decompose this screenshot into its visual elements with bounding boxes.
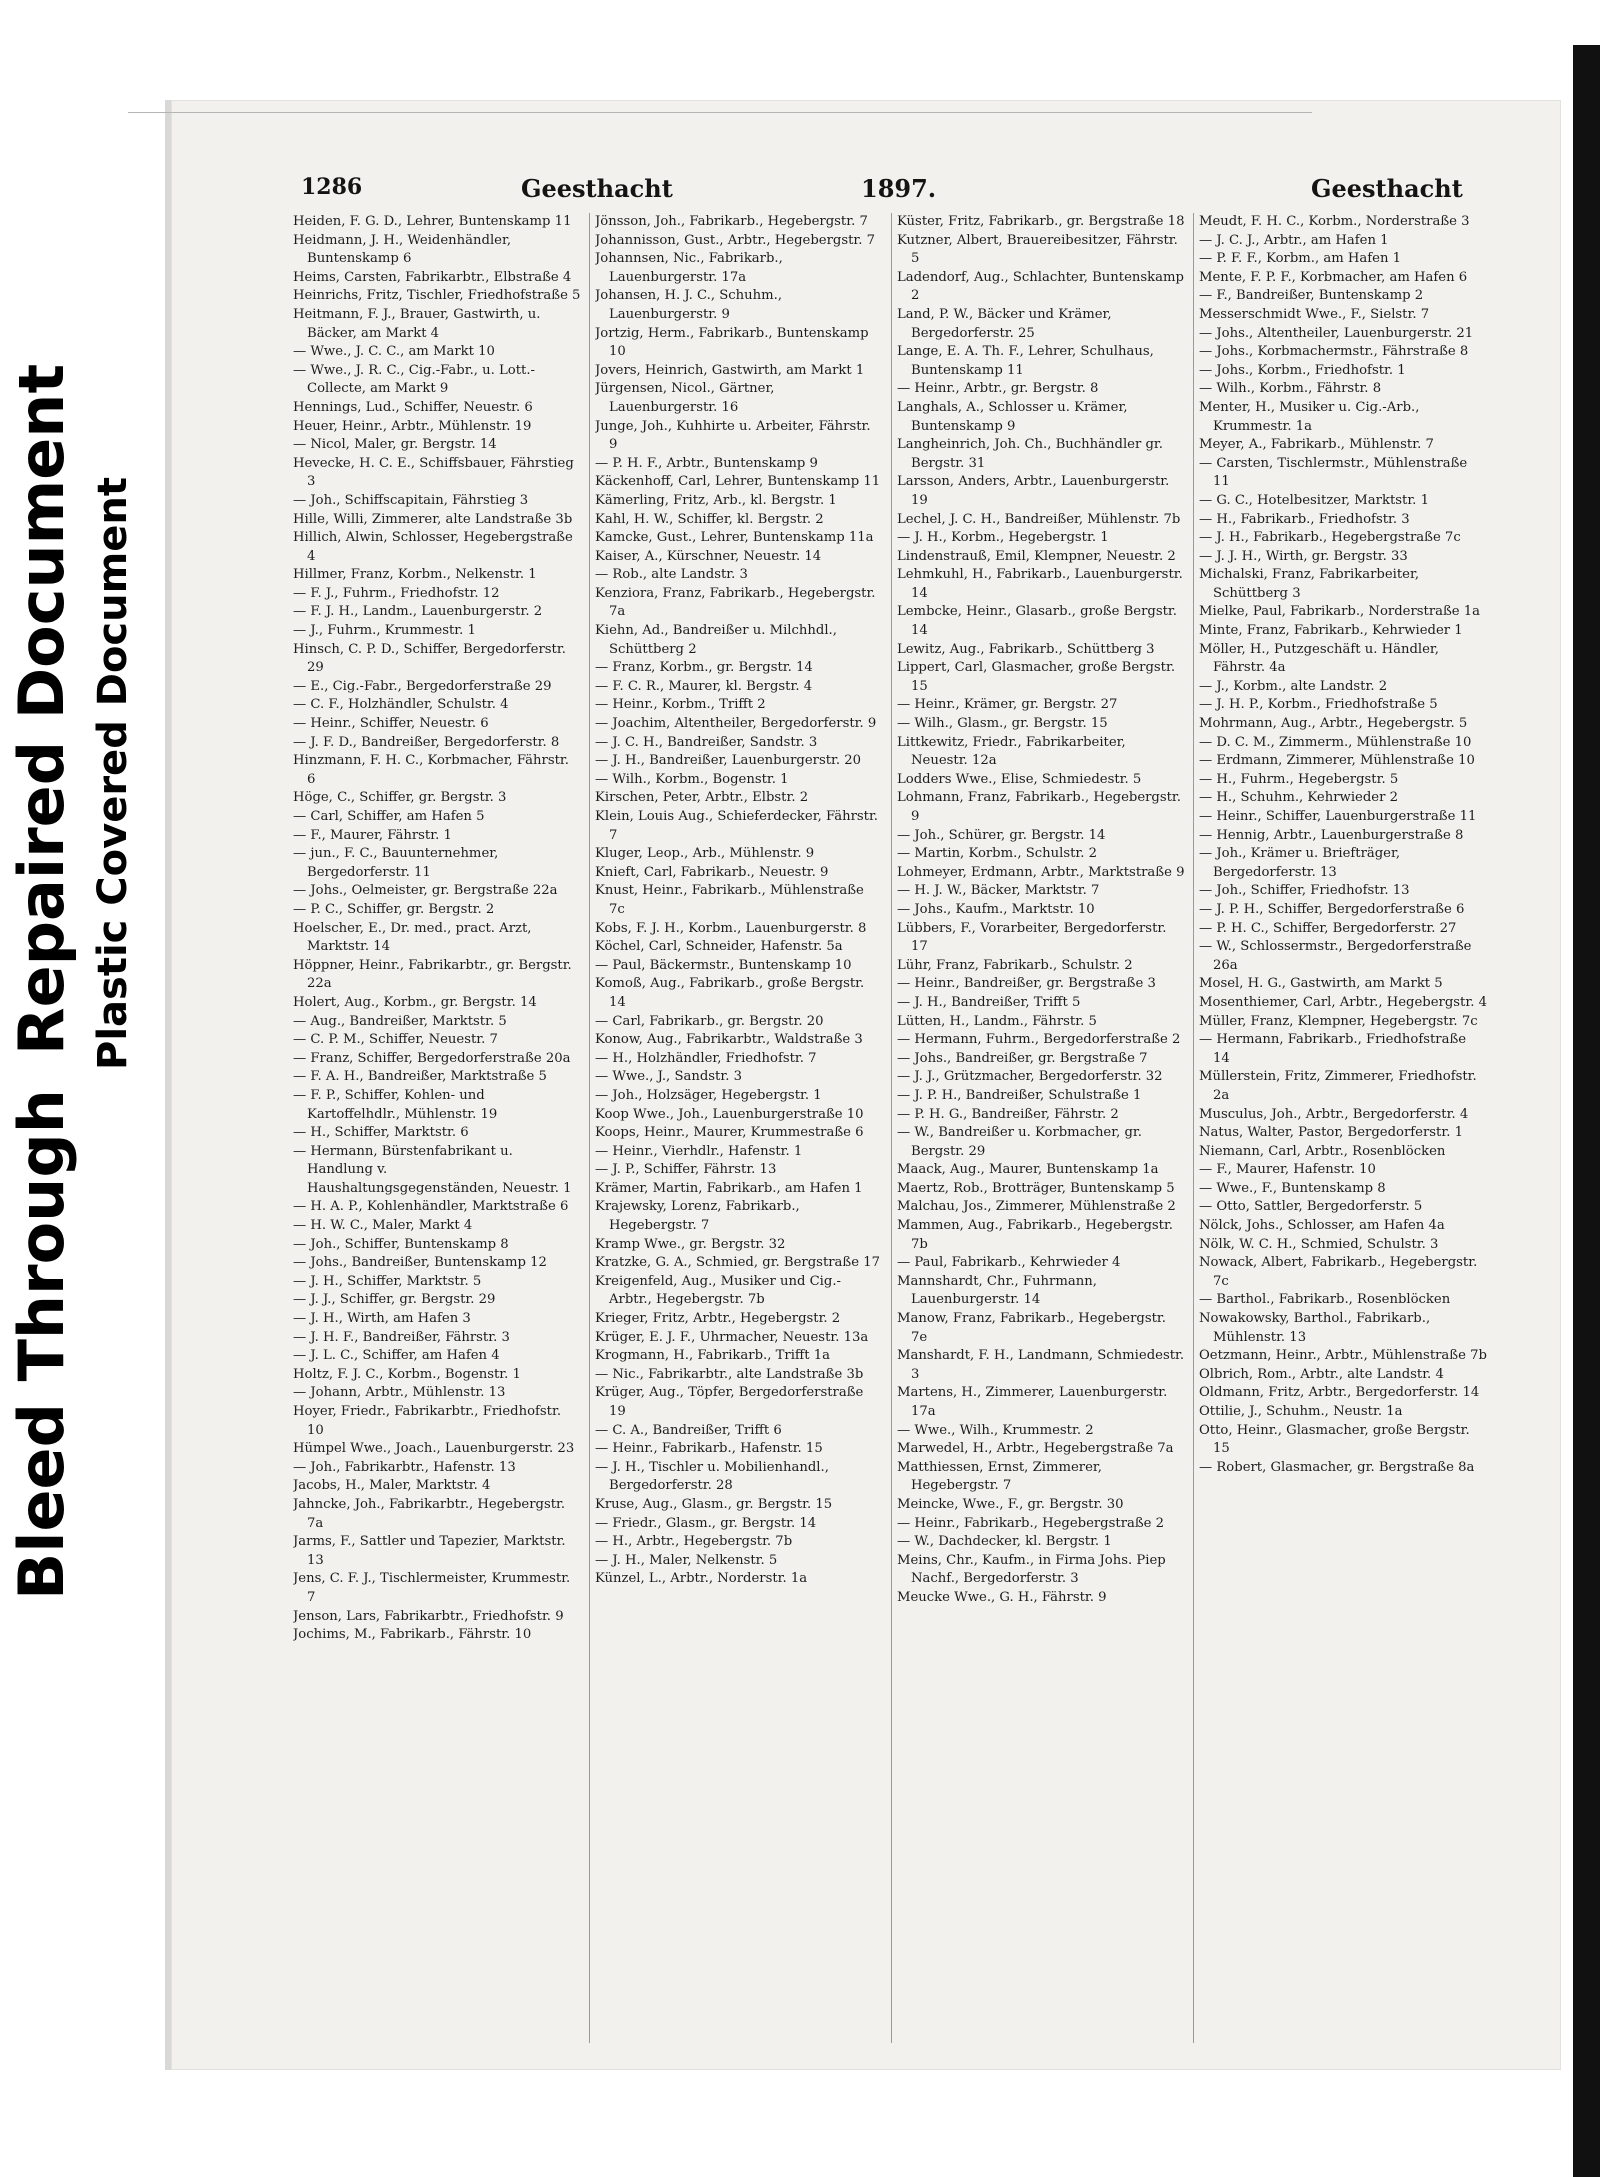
directory-entry: Junge, Joh., Kuhhirte u. Arbeiter, Fährstr. 9	[595, 418, 871, 453]
directory-entry: — Erdmann, Zimmerer, Mühlenstraße 10	[1199, 753, 1475, 769]
directory-entry: Larsson, Anders, Arbtr., Lauenburgerstr. 19	[897, 474, 1170, 508]
directory-entry: — J., Korbm., alte Landstr. 2	[1199, 678, 1388, 694]
directory-entry: — Aug., Bandreißer, Marktstr. 5	[293, 1013, 507, 1029]
directory-entry: — P. C., Schiffer, gr. Bergstr. 2	[293, 901, 495, 917]
directory-entry: Künzel, L., Arbtr., Norderstr. 1a	[595, 1571, 808, 1587]
directory-entry: Jacobs, H., Maler, Marktstr. 4	[293, 1478, 491, 1494]
directory-entry: — J. P. H., Bandreißer, Schulstraße 1	[897, 1087, 1142, 1103]
directory-entry: Holtz, F. J. C., Korbm., Bogenstr. 1	[293, 1366, 521, 1382]
directory-entry: Ottilie, J., Schuhm., Neustr. 1a	[1199, 1404, 1403, 1419]
directory-entry: Kamcke, Gust., Lehrer, Buntenskamp 11a	[595, 530, 874, 546]
directory-entry: Kobs, F. J. H., Korbm., Lauenburgerstr. 8	[595, 920, 867, 936]
directory-entry: Kirschen, Peter, Arbtr., Elbstr. 2	[595, 790, 809, 806]
directory-entry: Käckenhoff, Carl, Lehrer, Buntenskamp 11	[595, 474, 881, 490]
repaired-document-label: Repaired Document	[5, 363, 78, 1056]
directory-entry: Heinrichs, Fritz, Tischler, Friedhofstraße 5	[293, 288, 581, 304]
directory-entry: Krajewsky, Lorenz, Fabrikarb., Hegebergstr. 7	[595, 1199, 800, 1234]
directory-entry: Niemann, Carl, Arbtr., Rosenblöcken	[1199, 1143, 1446, 1159]
directory-entry: — Johs., Altentheiler, Lauenburgerstr. 21	[1199, 325, 1474, 341]
directory-entry: Jarms, F., Sattler und Tapezier, Marktstr. 13	[293, 1534, 566, 1568]
directory-entry: Höge, C., Schiffer, gr. Bergstr. 3	[293, 790, 507, 806]
directory-entry: Kreigenfeld, Aug., Musiker und Cig.-Arbtr., Hegebergstr. 7b	[595, 1273, 841, 1308]
directory-entry: — H., Arbtr., Hegebergstr. 7b	[595, 1534, 793, 1550]
scanner-edge-strip	[1573, 45, 1600, 2177]
directory-entry: — Joh., Schiffer, Buntenskamp 8	[293, 1236, 509, 1252]
directory-entry: — F. A. H., Bandreißer, Marktstraße 5	[293, 1069, 547, 1085]
directory-entry: — F. P., Schiffer, Kohlen- und Kartoffelhdlr., Mühlenstr. 19	[293, 1087, 498, 1122]
directory-entry: Nowakowsky, Barthol., Fabrikarb., Mühlenstr. 13	[1199, 1311, 1431, 1345]
directory-entry: Lodders Wwe., Elise, Schmiedestr. 5	[897, 771, 1142, 787]
directory-entry: Krieger, Fritz, Arbtr., Hegebergstr. 2	[595, 1311, 841, 1327]
directory-column-3	[897, 213, 1185, 2043]
directory-entry: Mannshardt, Chr., Fuhrmann, Lauenburgerstr. 14	[897, 1273, 1097, 1308]
directory-entry: — H., Fabrikarb., Friedhofstr. 3	[1199, 511, 1410, 527]
directory-entry: Krüger, Aug., Töpfer, Bergedorferstraße 19	[595, 1385, 864, 1419]
directory-entry: — C. P. M., Schiffer, Neuestr. 7	[293, 1032, 498, 1048]
directory-entry: Hille, Willi, Zimmerer, alte Landstraße 3b	[293, 511, 573, 527]
directory-entry: Hümpel Wwe., Joach., Lauenburgerstr. 23	[293, 1441, 575, 1457]
directory-entry: — P. H. F., Arbtr., Buntenskamp 9	[595, 455, 818, 471]
directory-entry: — J. H., Bandreißer, Trifft 5	[897, 994, 1081, 1010]
directory-entry: Jochims, M., Fabrikarb., Fährstr. 10	[293, 1627, 532, 1643]
directory-entry: — Franz, Korbm., gr. Bergstr. 14	[595, 660, 813, 676]
directory-entry: Johannisson, Gust., Arbtr., Hegebergstr. 7	[595, 232, 876, 248]
directory-entry: Hoelscher, E., Dr. med., pract. Arzt, Marktstr. 14	[293, 920, 532, 955]
directory-entry: Manow, Franz, Fabrikarb., Hegebergstr. 7e	[897, 1311, 1166, 1345]
directory-entry: Heidmann, J. H., Weidenhändler, Buntenskamp 6	[293, 232, 512, 267]
directory-entry: — Robert, Glasmacher, gr. Bergstraße 8a	[1199, 1459, 1475, 1475]
directory-entry: — H. A. P., Kohlenhändler, Marktstraße 6	[293, 1199, 569, 1215]
directory-entry: Maertz, Rob., Brotträger, Buntenskamp 5	[897, 1180, 1175, 1196]
directory-entry: — P. H. C., Schiffer, Bergedorferstr. 27	[1199, 920, 1457, 936]
directory-entry: Minte, Franz, Fabrikarb., Kehrwieder 1	[1199, 623, 1463, 639]
directory-entry: Olbrich, Rom., Arbtr., alte Landstr. 4	[1199, 1366, 1444, 1382]
header-year: 1897.	[861, 174, 937, 203]
directory-entry: — J. J., Schiffer, gr. Bergstr. 29	[293, 1292, 496, 1308]
directory-entry: Hinsch, C. P. D., Schiffer, Bergedorferstr. 29	[293, 641, 566, 676]
directory-entry: Ladendorf, Aug., Schlachter, Buntenskamp 2	[897, 269, 1184, 304]
directory-entry: — Heinr., Krämer, gr. Bergstr. 27	[897, 697, 1118, 713]
directory-entry: — Wilh., Korbm., Fährstr. 8	[1199, 381, 1382, 397]
directory-entry: — Friedr., Glasm., gr. Bergstr. 14	[595, 1515, 817, 1531]
directory-entry: Mosenthiemer, Carl, Arbtr., Hegebergstr. 4	[1199, 994, 1487, 1010]
directory-entry: — Paul, Bäckermstr., Buntenskamp 10	[595, 957, 852, 973]
directory-entry: — E., Cig.-Fabr., Bergedorferstraße 29	[293, 678, 552, 694]
directory-entry: Littkewitz, Friedr., Fabrikarbeiter, Neuestr. 12a	[897, 734, 1126, 769]
directory-entry: Heuer, Heinr., Arbtr., Mühlenstr. 19	[293, 418, 532, 434]
header-left-title: Geesthacht	[521, 174, 673, 203]
directory-entry: Krogmann, H., Fabrikarb., Trifft 1a	[595, 1348, 831, 1364]
directory-entry: Koop Wwe., Joh., Lauenburgerstraße 10	[595, 1106, 864, 1122]
column-divider	[589, 213, 590, 2043]
directory-entry: — J. P., Schiffer, Fährstr. 13	[595, 1162, 777, 1178]
directory-entry: Krüger, E. J. F., Uhrmacher, Neuestr. 13a	[595, 1329, 869, 1345]
directory-entry: Marwedel, H., Arbtr., Hegebergstraße 7a	[897, 1441, 1174, 1457]
directory-entry: Meudt, F. H. C., Korbm., Norderstraße 3	[1199, 214, 1470, 229]
column-divider	[1193, 213, 1194, 2043]
page-number: 1286	[301, 174, 363, 200]
directory-entry: Heims, Carsten, Fabrikarbtr., Elbstraße 4	[293, 269, 572, 285]
directory-entry: — H. W. C., Maler, Markt 4	[293, 1218, 473, 1234]
directory-entry: — J. L. C., Schiffer, am Hafen 4	[293, 1348, 500, 1364]
directory-entry: — F. J., Fuhrm., Friedhofstr. 12	[293, 585, 500, 601]
directory-entry: Müllerstein, Fritz, Zimmerer, Friedhofstr. 2a	[1199, 1069, 1477, 1103]
directory-entry: — J. H. P., Korbm., Friedhofstraße 5	[1199, 697, 1438, 713]
directory-entry: — J. H., Bandreißer, Lauenburgerstr. 20	[595, 753, 862, 769]
directory-entry: Lindenstrauß, Emil, Klempner, Neuestr. 2	[897, 548, 1176, 564]
directory-entry: — H., Fuhrm., Hegebergstr. 5	[1199, 771, 1399, 787]
directory-entry: Heiden, F. G. D., Lehrer, Buntenskamp 11	[293, 214, 572, 229]
directory-entry: Kämerling, Fritz, Arb., kl. Bergstr. 1	[595, 492, 837, 508]
directory-entry: — Carl, Schiffer, am Hafen 5	[293, 809, 485, 824]
directory-entry: — J. J., Grützmacher, Bergedorferstr. 32	[897, 1069, 1163, 1085]
directory-entry: Malchau, Jos., Zimmerer, Mühlenstraße 2	[897, 1199, 1176, 1215]
directory-entry: — Joachim, Altentheiler, Bergedorferstr. 9	[595, 716, 877, 732]
directory-entry: Hillmer, Franz, Korbm., Nelkenstr. 1	[293, 567, 537, 583]
directory-entry: Messerschmidt Wwe., F., Sielstr. 7	[1199, 306, 1430, 322]
directory-entry: — G. C., Hotelbesitzer, Marktstr. 1	[1199, 492, 1429, 508]
directory-entry: Lechel, J. C. H., Bandreißer, Mühlenstr. 7b	[897, 511, 1181, 527]
directory-entry: Natus, Walter, Pastor, Bergedorferstr. 1	[1199, 1125, 1463, 1141]
directory-entry: Lippert, Carl, Glasmacher, große Bergstr. 15	[897, 660, 1176, 694]
directory-entry: — Barthol., Fabrikarb., Rosenblöcken	[1199, 1292, 1451, 1308]
directory-entry: Nowack, Albert, Fabrikarb., Hegebergstr. 7c	[1199, 1255, 1478, 1289]
directory-entry: — H., Holzhändler, Friedhofstr. 7	[595, 1050, 817, 1066]
directory-entry: Oetzmann, Heinr., Arbtr., Mühlenstraße 7b	[1199, 1348, 1487, 1364]
directory-entry: — Hennig, Arbtr., Lauenburgerstraße 8	[1199, 827, 1464, 843]
directory-entry: Jönsson, Joh., Fabrikarb., Hegebergstr. 7	[595, 214, 868, 229]
directory-entry: — Nic., Fabrikarbtr., alte Landstraße 3b	[595, 1366, 864, 1382]
directory-entry: Höppner, Heinr., Fabrikarbtr., gr. Bergstr. 22a	[293, 957, 572, 992]
directory-entry: Kutzner, Albert, Brauereibesitzer, Fährstr. 5	[897, 232, 1178, 267]
directory-entry: Jovers, Heinrich, Gastwirth, am Markt 1	[595, 362, 865, 378]
directory-entry: — C. A., Bandreißer, Trifft 6	[595, 1422, 782, 1438]
directory-entry: — Wwe., J., Sandstr. 3	[595, 1069, 742, 1085]
directory-entry: — Carl, Fabrikarb., gr. Bergstr. 20	[595, 1013, 824, 1029]
directory-entry: — Wwe., Wilh., Krummestr. 2	[897, 1422, 1094, 1438]
directory-entry: Lange, E. A. Th. F., Lehrer, Schulhaus, Buntenskamp 11	[897, 344, 1154, 378]
directory-entry: — J. H., Maler, Nelkenstr. 5	[595, 1552, 778, 1568]
directory-entry: Meucke Wwe., G. H., Fährstr. 9	[897, 1589, 1107, 1605]
directory-entry: Lohmann, Franz, Fabrikarb., Hegebergstr. 9	[897, 790, 1181, 824]
directory-entry: Musculus, Joh., Arbtr., Bergedorferstr. 4	[1199, 1106, 1469, 1122]
directory-entry: Kiehn, Ad., Bandreißer u. Milchhdl., Schüttberg 2	[595, 623, 837, 657]
directory-entry: — W., Schlossermstr., Bergedorferstraße 26a	[1199, 939, 1472, 973]
directory-entry: — J. H., Fabrikarb., Hegebergstraße 7c	[1199, 530, 1461, 546]
directory-entry: — Heinr., Schiffer, Lauenburgerstraße 11	[1199, 809, 1477, 824]
directory-entry: — C. F., Holzhändler, Schulstr. 4	[293, 697, 509, 713]
directory-entry: Jortzig, Herm., Fabrikarb., Buntenskamp 10	[595, 325, 869, 360]
directory-entry: — P. H. G., Bandreißer, Fährstr. 2	[897, 1106, 1119, 1122]
directory-entry: Hennings, Lud., Schiffer, Neuestr. 6	[293, 399, 533, 415]
directory-entry: Kaiser, A., Kürschner, Neuestr. 14	[595, 548, 822, 564]
directory-entry: — F., Maurer, Hafenstr. 10	[1199, 1162, 1376, 1178]
directory-entry: — jun., F. C., Bauunternehmer, Bergedorferstr. 11	[293, 846, 499, 880]
directory-entry: — Joh., Krämer u. Briefträger, Bergedorferstr. 13	[1199, 846, 1401, 880]
directory-entry: Langhals, A., Schlosser u. Krämer, Buntenskamp 9	[897, 399, 1128, 434]
directory-entry: — Wilh., Glasm., gr. Bergstr. 15	[897, 716, 1108, 732]
directory-entry: Komoß, Aug., Fabrikarb., große Bergstr. 14	[595, 976, 865, 1010]
bleed-through-label: Bleed Through	[5, 1089, 78, 1600]
directory-entry: — Heinr., Korbm., Trifft 2	[595, 697, 766, 713]
directory-entry: — F. J. H., Landm., Lauenburgerstr. 2	[293, 604, 543, 620]
directory-entry: — Hermann, Fabrikarb., Friedhofstraße 14	[1199, 1032, 1467, 1066]
directory-entry: — J. H., Tischler u. Mobilienhandl., Bergedorferstr. 28	[595, 1459, 829, 1494]
directory-entry: — Joh., Schiffer, Friedhofstr. 13	[1199, 883, 1410, 899]
directory-entry: — F., Bandreißer, Buntenskamp 2	[1199, 288, 1424, 304]
directory-entry: Martens, H., Zimmerer, Lauenburgerstr. 17a	[897, 1385, 1168, 1419]
directory-entry: Otto, Heinr., Glasmacher, große Bergstr. 15	[1199, 1422, 1470, 1457]
directory-entry: Mosel, H. G., Gastwirth, am Markt 5	[1199, 976, 1443, 992]
directory-entry: Maack, Aug., Maurer, Buntenskamp 1a	[897, 1162, 1159, 1178]
directory-entry: — Johann, Arbtr., Mühlenstr. 13	[293, 1385, 506, 1401]
directory-entry: — J. J. H., Wirth, gr. Bergstr. 33	[1199, 548, 1408, 564]
directory-entry: Müller, Franz, Klempner, Hegebergstr. 7c	[1199, 1013, 1478, 1029]
directory-entry: — J. F. D., Bandreißer, Bergedorferstr. 8	[293, 734, 560, 750]
directory-entry: — Nicol, Maler, gr. Bergstr. 14	[293, 437, 497, 453]
directory-entry: Jens, C. F. J., Tischlermeister, Krummestr. 7	[293, 1571, 571, 1605]
directory-entry: — J. H. F., Bandreißer, Fährstr. 3	[293, 1329, 510, 1345]
directory-entry: — Johs., Oelmeister, gr. Bergstraße 22a	[293, 883, 558, 899]
header-right-title: Geesthacht	[1311, 174, 1463, 203]
directory-entry: — Heinr., Vierhdlr., Hafenstr. 1	[595, 1143, 803, 1159]
directory-column-4	[1199, 213, 1487, 2043]
condition-label-primary	[5, 364, 78, 1600]
directory-entry: Möller, H., Putzgeschäft u. Händler, Fährstr. 4a	[1199, 641, 1439, 676]
directory-entry: Mohrmann, Aug., Arbtr., Hegebergstr. 5	[1199, 716, 1468, 732]
directory-entry: — Heinr., Bandreißer, gr. Bergstraße 3	[897, 976, 1156, 992]
directory-columns	[293, 213, 1487, 2043]
directory-entry: — P. F. F., Korbm., am Hafen 1	[1199, 251, 1402, 267]
directory-entry: — Wwe., J. R. C., Cig.-Fabr., u. Lott.-Collecte, am Markt 9	[293, 362, 535, 397]
directory-entry: Koops, Heinr., Maurer, Krummestraße 6	[595, 1125, 864, 1141]
directory-entry: — Martin, Korbm., Schulstr. 2	[897, 846, 1098, 862]
directory-entry: — H., Schiffer, Marktstr. 6	[293, 1125, 469, 1141]
directory-column-2	[595, 213, 883, 2043]
directory-entry: — Rob., alte Landstr. 3	[595, 567, 748, 583]
directory-entry: Meins, Chr., Kaufm., in Firma Johs. Piep Nachf., Bergedorferstr. 3	[897, 1552, 1166, 1587]
directory-entry: — Joh., Holzsäger, Hegebergstr. 1	[595, 1087, 822, 1103]
directory-entry: Manshardt, F. H., Landmann, Schmiedestr. 3	[897, 1348, 1185, 1382]
directory-entry: — Johs., Korbm., Friedhofstr. 1	[1199, 362, 1406, 378]
directory-entry: Holert, Aug., Korbm., gr. Bergstr. 14	[293, 994, 537, 1010]
directory-entry: Lewitz, Aug., Fabrikarb., Schüttberg 3	[897, 641, 1155, 657]
directory-entry: — Hermann, Bürstenfabrikant u. Handlung v. Haushaltungsgegenständen, Neuestr. 1	[293, 1143, 572, 1196]
directory-entry: Nölck, Johs., Schlosser, am Hafen 4a	[1199, 1218, 1445, 1234]
directory-entry: Lembcke, Heinr., Glasarb., große Bergstr. 14	[897, 604, 1177, 639]
directory-entry: Mielke, Paul, Fabrikarb., Norderstraße 1a	[1199, 604, 1481, 620]
directory-entry: Klein, Louis Aug., Schieferdecker, Fährstr. 7	[595, 809, 878, 843]
directory-entry: Jenson, Lars, Fabrikarbtr., Friedhofstr. 9	[293, 1608, 564, 1624]
page-header	[291, 174, 1481, 210]
plastic-covered-label: Plastic Covered Document	[90, 476, 136, 1070]
directory-entry: — Otto, Sattler, Bergedorferstr. 5	[1199, 1199, 1423, 1215]
condition-labels	[0, 363, 170, 1620]
directory-entry: — F., Maurer, Fährstr. 1	[293, 827, 452, 843]
directory-entry: — Wilh., Korbm., Bogenstr. 1	[595, 771, 789, 787]
directory-entry: Mente, F. P. F., Korbmacher, am Hafen 6	[1199, 269, 1468, 285]
directory-entry: Hevecke, H. C. E., Schiffsbauer, Fährstieg 3	[293, 455, 574, 490]
directory-entry: — W., Bandreißer u. Korbmacher, gr. Bergstr. 29	[897, 1125, 1142, 1159]
directory-entry: Johansen, H. J. C., Schuhm., Lauenburgerstr. 9	[595, 288, 783, 322]
directory-entry: Hoyer, Friedr., Fabrikarbtr., Friedhofstr. 10	[293, 1404, 562, 1438]
directory-entry: Kahl, H. W., Schiffer, kl. Bergstr. 2	[595, 511, 824, 527]
directory-entry: — J. H., Wirth, am Hafen 3	[293, 1311, 471, 1327]
directory-entry: Krämer, Martin, Fabrikarb., am Hafen 1	[595, 1180, 863, 1196]
directory-entry: — Johs., Bandreißer, gr. Bergstraße 7	[897, 1050, 1148, 1066]
directory-entry: Jahncke, Joh., Fabrikarbtr., Hegebergstr. 7a	[293, 1496, 566, 1531]
directory-entry: Kluger, Leop., Arb., Mühlenstr. 9	[595, 846, 815, 862]
directory-entry: — Heinr., Fabrikarb., Hafenstr. 15	[595, 1441, 823, 1457]
directory-entry: Oldmann, Fritz, Arbtr., Bergedorferstr. 14	[1199, 1385, 1480, 1401]
directory-entry: Langheinrich, Joh. Ch., Buchhändler gr. Bergstr. 31	[897, 437, 1163, 471]
directory-entry: — J. C. J., Arbtr., am Hafen 1	[1199, 232, 1389, 248]
directory-entry: — J. H., Schiffer, Marktstr. 5	[293, 1273, 482, 1289]
directory-entry: Johannsen, Nic., Fabrikarb., Lauenburgerstr. 17a	[595, 251, 783, 285]
directory-entry: — J. C. H., Bandreißer, Sandstr. 3	[595, 734, 818, 750]
directory-entry: Knust, Heinr., Fabrikarb., Mühlenstraße 7c	[595, 883, 864, 917]
directory-entry: — Heinr., Arbtr., gr. Bergstr. 8	[897, 381, 1099, 397]
directory-entry: Küster, Fritz, Fabrikarb., gr. Bergstraße 18	[897, 214, 1185, 229]
directory-entry: — Heinr., Schiffer, Neuestr. 6	[293, 716, 489, 732]
directory-entry: Meyer, A., Fabrikarb., Mühlenstr. 7	[1199, 437, 1434, 453]
directory-entry: Hillich, Alwin, Schlosser, Hegebergstraße 4	[293, 530, 573, 564]
directory-entry: Kratzke, G. A., Schmied, gr. Bergstraße 17	[595, 1255, 880, 1271]
directory-entry: Mammen, Aug., Fabrikarb., Hegebergstr. 7b	[897, 1218, 1174, 1252]
directory-entry: Lübbers, F., Vorarbeiter, Bergedorferstr. 17	[897, 920, 1167, 955]
directory-entry: — Wwe., J. C. C., am Markt 10	[293, 344, 495, 360]
directory-entry: Lehmkuhl, H., Fabrikarb., Lauenburgerstr. 14	[897, 567, 1183, 601]
directory-entry: — Joh., Schürer, gr. Bergstr. 14	[897, 827, 1106, 843]
directory-entry: Heitmann, F. J., Brauer, Gastwirth, u. Bäcker, am Markt 4	[293, 306, 541, 341]
directory-entry: Meincke, Wwe., F., gr. Bergstr. 30	[897, 1496, 1124, 1512]
directory-entry: — J. P. H., Schiffer, Bergedorferstraße 6	[1199, 901, 1465, 917]
directory-entry: Kruse, Aug., Glasm., gr. Bergstr. 15	[595, 1496, 833, 1512]
directory-entry: — W., Dachdecker, kl. Bergstr. 1	[897, 1534, 1112, 1550]
directory-entry: Hinzmann, F. H. C., Korbmacher, Fährstr. 6	[293, 753, 569, 787]
directory-column-1	[293, 213, 581, 2043]
directory-entry: Kenziora, Franz, Fabrikarb., Hegebergstr. 7a	[595, 585, 876, 620]
directory-entry: — Paul, Fabrikarb., Kehrwieder 4	[897, 1255, 1121, 1271]
directory-entry: — H. J. W., Bäcker, Marktstr. 7	[897, 883, 1100, 899]
directory-entry: — Franz, Schiffer, Bergedorferstraße 20a	[293, 1050, 571, 1066]
directory-entry: — J., Fuhrm., Krummestr. 1	[293, 623, 476, 639]
directory-entry: — H., Schuhm., Kehrwieder 2	[1199, 790, 1398, 806]
directory-entry: Knieft, Carl, Fabrikarb., Neuestr. 9	[595, 864, 829, 880]
directory-entry: — Heinr., Fabrikarb., Hegebergstraße 2	[897, 1515, 1165, 1531]
directory-entry: — Hermann, Fuhrm., Bergedorferstraße 2	[897, 1032, 1181, 1048]
directory-entry: — Johs., Bandreißer, Buntenskamp 12	[293, 1255, 547, 1271]
header-rule	[128, 112, 1312, 113]
directory-entry: — Carsten, Tischlermstr., Mühlenstraße 11	[1199, 455, 1468, 490]
column-divider	[891, 213, 892, 2043]
directory-entry: Kramp Wwe., gr. Bergstr. 32	[595, 1236, 786, 1252]
directory-entry: Lühr, Franz, Fabrikarb., Schulstr. 2	[897, 957, 1133, 973]
directory-entry: Menter, H., Musiker u. Cig.-Arb., Krummestr. 1a	[1199, 399, 1420, 434]
directory-entry: — Johs., Kaufm., Marktstr. 10	[897, 901, 1095, 917]
directory-entry: Michalski, Franz, Fabrikarbeiter, Schüttberg 3	[1199, 567, 1420, 601]
directory-entry: Köchel, Carl, Schneider, Hafenstr. 5a	[595, 939, 843, 955]
directory-entry: Jürgensen, Nicol., Gärtner, Lauenburgerstr. 16	[595, 381, 775, 415]
directory-entry: — D. C. M., Zimmerm., Mühlenstraße 10	[1199, 734, 1472, 750]
directory-entry: Matthiessen, Ernst, Zimmerer, Hegebergstr. 7	[897, 1459, 1102, 1494]
directory-entry: Lütten, H., Landm., Fährstr. 5	[897, 1013, 1097, 1029]
directory-entry: — F. C. R., Maurer, kl. Bergstr. 4	[595, 678, 813, 694]
directory-entry: — J. H., Korbm., Hegebergstr. 1	[897, 530, 1109, 546]
directory-entry: — Johs., Korbmachermstr., Fährstraße 8	[1199, 344, 1469, 360]
directory-entry: Nölk, W. C. H., Schmied, Schulstr. 3	[1199, 1236, 1439, 1252]
directory-entry: Land, P. W., Bäcker und Krämer, Bergedorferstr. 25	[897, 306, 1112, 341]
directory-entry: — Joh., Fabrikarbtr., Hafenstr. 13	[293, 1459, 516, 1475]
directory-entry: Konow, Aug., Fabrikarbtr., Waldstraße 3	[595, 1032, 863, 1048]
directory-entry: — Wwe., F., Buntenskamp 8	[1199, 1180, 1386, 1196]
directory-entry: — Joh., Schiffscapitain, Fährstieg 3	[293, 492, 529, 508]
directory-entry: Lohmeyer, Erdmann, Arbtr., Marktstraße 9	[897, 864, 1185, 880]
